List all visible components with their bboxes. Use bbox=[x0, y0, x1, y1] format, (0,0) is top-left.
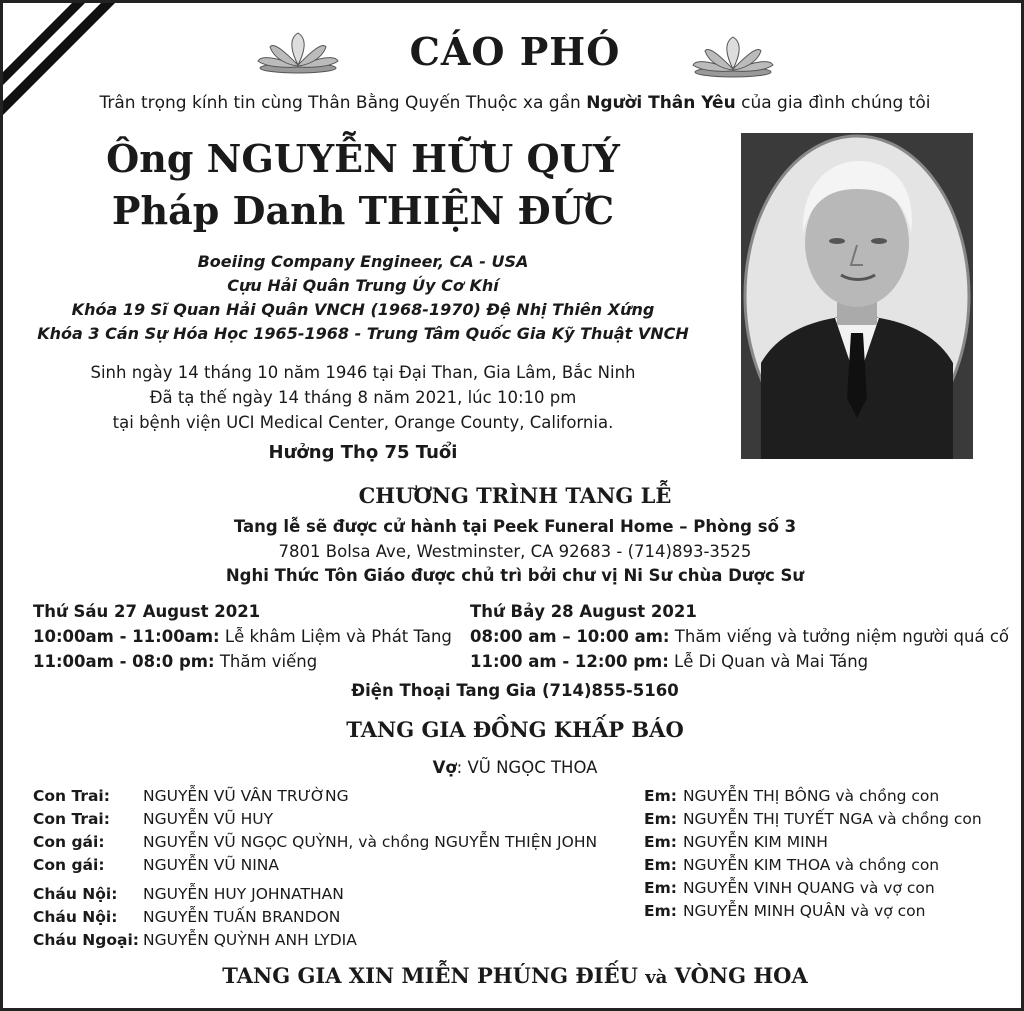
list-item bbox=[644, 831, 982, 854]
relation-name: NGUYỄN KIM MINH bbox=[682, 833, 828, 851]
lotus-icon-right bbox=[691, 35, 775, 79]
schedule-day-2 bbox=[470, 599, 1009, 674]
credential-line: Khóa 19 Sĩ Quan Hải Quân VNCH (1968-1970) Đệ Nhị Thiên Xứng bbox=[71, 300, 655, 319]
intro-suffix: của gia đình chúng tôi bbox=[735, 93, 931, 113]
bio-line: tại bệnh viện UCI Medical Center, Orange County, California. bbox=[112, 413, 614, 432]
list-item bbox=[644, 808, 982, 831]
family-phone: Điện Thoại Tang Gia (714)855-5160 bbox=[351, 681, 679, 700]
relation-name: NGUYỄN HUY JOHNATHAN bbox=[143, 885, 344, 903]
age-line: Hưởng Thọ 75 Tuổi bbox=[268, 442, 458, 463]
schedule-day-1 bbox=[33, 599, 452, 674]
relation-name: NGUYỄN KIM THOA và chồng con bbox=[682, 856, 940, 874]
event-desc: Thăm viếng và tưởng niệm người quá cố bbox=[669, 627, 1010, 646]
credential-line: Cựu Hải Quân Trung Úy Cơ Khí bbox=[227, 276, 499, 295]
list-item bbox=[33, 883, 597, 906]
relation-label: Con Trai: bbox=[33, 787, 110, 805]
relation-name: NGUYỄN QUỲNH ANH LYDIA bbox=[143, 931, 357, 949]
list-item bbox=[33, 854, 597, 877]
children-list bbox=[33, 785, 597, 952]
credential-line: Khóa 3 Cán Sự Hóa Học 1965-1968 - Trung Tâm Quốc Gia Kỹ Thuật VNCH bbox=[37, 324, 689, 343]
event-time: 11:00 am - 12:00 pm: bbox=[470, 652, 669, 671]
list-item bbox=[644, 877, 982, 900]
page-title: CÁO PHÓ bbox=[409, 29, 621, 74]
event-desc: Lễ Di Quan và Mai Táng bbox=[668, 652, 869, 671]
footer-text-c: VÒNG HOA bbox=[667, 963, 808, 988]
portrait-photo bbox=[741, 133, 973, 459]
deceased-name: Ông NGUYỄN HỮU QUÝ bbox=[106, 136, 620, 181]
relation-label: Con Trai: bbox=[33, 810, 110, 828]
event-desc: Lễ khâm Liệm và Phát Tang bbox=[219, 627, 452, 646]
relation-label: Cháu Nội: bbox=[33, 908, 118, 926]
credentials bbox=[23, 250, 703, 346]
intro-prefix: Trân trọng kính tin cùng Thân Bằng Quyến Thuộc xa gần bbox=[99, 93, 587, 113]
venue-line: Tang lễ sẽ được cử hành tại Peek Funeral Home – Phòng số 3 bbox=[233, 517, 797, 536]
schedule-event bbox=[33, 624, 452, 649]
relation-label: Em: bbox=[644, 856, 677, 874]
schedule-event bbox=[470, 624, 1009, 649]
event-time: 08:00 am – 10:00 am: bbox=[470, 627, 670, 646]
intro-bold: Người Thân Yêu bbox=[586, 93, 736, 113]
relation-name: NGUYỄN MINH QUÂN và vợ con bbox=[682, 902, 926, 920]
bio-line: Đã tạ thế ngày 14 tháng 8 năm 2021, lúc 10:10 pm bbox=[149, 388, 577, 407]
credential-line: Boeiing Company Engineer, CA - USA bbox=[197, 252, 529, 271]
relation-label: Cháu Nội: bbox=[33, 885, 118, 903]
list-item bbox=[33, 906, 597, 929]
schedule-date: Thứ Sáu 27 August 2021 bbox=[33, 602, 261, 621]
dharma-name: Pháp Danh THIỆN ĐỨC bbox=[111, 188, 615, 233]
wife-label: Vợ bbox=[432, 758, 457, 777]
relation-label: Con gái: bbox=[33, 856, 105, 874]
list-item bbox=[644, 854, 982, 877]
family-title: TANG GIA ĐỒNG KHẤP BÁO bbox=[346, 717, 684, 742]
relation-label: Em: bbox=[644, 787, 677, 805]
list-item bbox=[644, 900, 982, 923]
schedule-event bbox=[470, 649, 1009, 674]
list-item bbox=[644, 785, 982, 808]
schedule-event bbox=[33, 649, 452, 674]
list-item bbox=[33, 929, 597, 952]
address-line: 7801 Bolsa Ave, Westminster, CA 92683 - (714)893-3525 bbox=[278, 542, 752, 561]
relation-name: NGUYỄN TUẤN BRANDON bbox=[143, 908, 341, 926]
officiant-line: Nghi Thức Tôn Giáo được chủ trì bởi chư vị Ni Sư chùa Dược Sư bbox=[225, 566, 805, 585]
list-item bbox=[33, 831, 597, 854]
footer-text-a: TANG GIA XIN MIỄN PHÚNG ĐIẾU bbox=[222, 963, 646, 988]
wife-line bbox=[3, 758, 1024, 777]
intro-line bbox=[3, 93, 1024, 113]
relation-name: NGUYỄN VINH QUANG và vợ con bbox=[682, 879, 935, 897]
relation-name: NGUYỄN VŨ NINA bbox=[143, 856, 279, 874]
biography bbox=[43, 360, 683, 435]
program-title: CHƯƠNG TRÌNH TANG LỄ bbox=[358, 483, 672, 508]
siblings-list bbox=[644, 785, 982, 923]
bio-line: Sinh ngày 14 tháng 10 năm 1946 tại Đại Than, Gia Lâm, Bắc Ninh bbox=[90, 363, 636, 382]
footer-notice bbox=[3, 963, 1024, 988]
relation-name: NGUYỄN VŨ VÂN TRƯỜNG bbox=[143, 787, 349, 805]
event-time: 11:00am - 08:0 pm: bbox=[33, 652, 215, 671]
relation-label: Em: bbox=[644, 902, 677, 920]
relation-label: Em: bbox=[644, 879, 677, 897]
event-desc: Thăm viếng bbox=[214, 652, 318, 671]
schedule-date: Thứ Bảy 28 August 2021 bbox=[470, 602, 697, 621]
footer-text-b: và bbox=[645, 967, 668, 988]
relation-label: Em: bbox=[644, 810, 677, 828]
list-item bbox=[33, 808, 597, 831]
event-time: 10:00am - 11:00am: bbox=[33, 627, 220, 646]
relation-name: NGUYỄN THỊ TUYẾT NGA và chồng con bbox=[682, 810, 982, 828]
relation-label: Con gái: bbox=[33, 833, 105, 851]
relation-label: Cháu Ngoại: bbox=[33, 931, 139, 949]
list-item bbox=[33, 785, 597, 808]
wife-name: : VŨ NGỌC THOA bbox=[456, 758, 598, 777]
relation-name: NGUYỄN THỊ BÔNG và chồng con bbox=[682, 787, 940, 805]
relation-name: NGUYỄN VŨ HUY bbox=[143, 810, 274, 828]
relation-label: Em: bbox=[644, 833, 677, 851]
relation-name: NGUYỄN VŨ NGỌC QUỲNH, và chồng NGUYỄN THIỆN JOHN bbox=[143, 833, 598, 851]
